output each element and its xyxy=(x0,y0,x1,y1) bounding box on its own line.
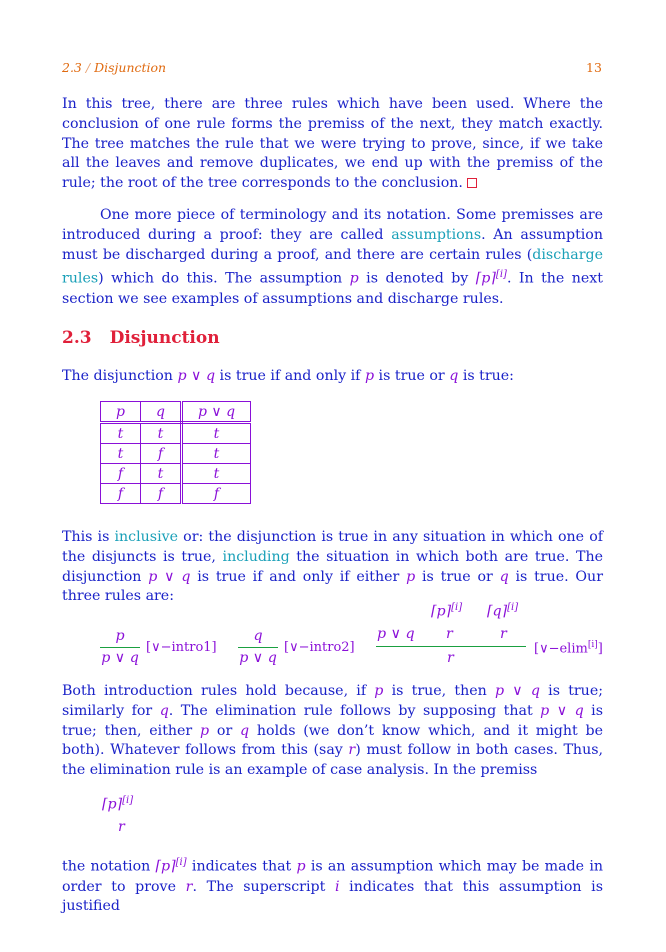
math-superscript: [i] xyxy=(175,857,187,868)
page-number: 13 xyxy=(586,60,602,75)
math-expr: p ∨ q xyxy=(177,368,216,384)
text-run: is an assumption which may be made in order to prove xyxy=(62,858,603,895)
header-section: 2.3 xyxy=(62,60,82,75)
math-q: q xyxy=(159,702,169,719)
text-run: or: the disjunction is true in any situation in which one of the disjuncts is true, xyxy=(62,529,603,565)
text-run: is denoted by xyxy=(358,271,476,288)
header-cell: p ∨ q xyxy=(182,402,251,423)
text-run: . The elimination rule follows by supposing that xyxy=(168,702,541,719)
math-i: i xyxy=(334,878,340,895)
assumption-p xyxy=(431,602,462,620)
assumption-q xyxy=(487,602,518,620)
text-run: One more piece of terminology and its notation. Some premisses are introduced during a proof: they are called xyxy=(62,207,603,243)
text-run: or xyxy=(209,722,241,739)
paragraph-rule-explanation xyxy=(62,682,603,781)
math-expr: p ∨ q xyxy=(540,702,584,719)
text-run: is true. Our three rules are: xyxy=(62,568,603,605)
assumption-superscript: [i] xyxy=(507,602,519,613)
rule-premise: r xyxy=(446,626,453,642)
math-r: r xyxy=(348,742,356,759)
rule-premise: p xyxy=(115,628,125,644)
paragraph-tree-rules xyxy=(62,95,603,194)
table-cell: t xyxy=(182,464,251,484)
table-cell: f xyxy=(141,484,182,504)
truth-table-header-row xyxy=(101,402,251,423)
premiss-assumption xyxy=(102,795,133,813)
assumption-text: ⌈p⌉ xyxy=(431,603,452,620)
math-expr: p ∨ q xyxy=(148,568,191,585)
math-bracket-p: ⌈p⌉ xyxy=(155,858,176,875)
header-title: Disjunction xyxy=(94,60,167,75)
term-inclusive: inclusive xyxy=(114,529,179,545)
inference-line xyxy=(238,647,278,648)
text-run: This is xyxy=(62,529,115,545)
rule-conclusion: p ∨ q xyxy=(239,650,277,666)
table-row xyxy=(101,444,251,464)
math-p: p xyxy=(406,568,416,585)
paragraph-inclusive-or xyxy=(62,528,603,607)
table-row xyxy=(101,484,251,504)
table-cell: t xyxy=(182,444,251,464)
text-run: is true if and only if either xyxy=(190,568,407,585)
qed-box-icon xyxy=(467,178,477,188)
paragraph-notation xyxy=(62,853,603,917)
table-cell: f xyxy=(182,484,251,504)
table-cell: t xyxy=(182,423,251,444)
table-row xyxy=(101,464,251,484)
assumption-superscript: [i] xyxy=(451,602,463,613)
label-text: [∨−elim xyxy=(534,641,588,657)
math-p: p xyxy=(200,722,210,739)
rule-premise: r xyxy=(500,626,507,642)
math-q: q xyxy=(449,368,459,384)
assumption-superscript: [i] xyxy=(122,795,134,806)
section-heading xyxy=(62,328,220,348)
paragraph-terminology xyxy=(62,206,603,310)
text-run: ) must follow in both cases. Thus, the elimination rule is an example of case analysis. In the premiss xyxy=(62,742,603,779)
text-run: holds (we don’t know which, and it might be both). Whatever follows from this (say xyxy=(62,722,603,759)
text-run: is true: xyxy=(458,368,514,384)
math-bracket-p: ⌈p⌉ xyxy=(475,271,496,288)
truth-table xyxy=(100,401,251,504)
table-row xyxy=(101,423,251,444)
math-p: p xyxy=(364,368,375,384)
table-cell: t xyxy=(141,423,182,444)
table-cell: t xyxy=(101,423,141,444)
paragraph-text: In this tree, there are three rules which have been used. Where the conclusion of one rule forms the premiss of the next, they match exactly. The tree matches the rule that we were trying to prove, since, if we take all the leaves and remove duplicates, we end up with the premiss of the rule; the root of the tree corresponds to the conclusion. xyxy=(62,96,603,192)
text-run: is true; similarly for xyxy=(62,683,603,719)
rule-premise: p ∨ q xyxy=(377,626,415,642)
text-run: Both introduction rules hold because, if xyxy=(62,683,375,699)
table-cell: f xyxy=(101,464,141,484)
text-run: is true if and only if xyxy=(215,368,365,384)
section-title: Disjunction xyxy=(109,328,220,348)
text-run: . An assumption must be discharged during a proof, and there are certain rules ( xyxy=(62,226,603,263)
text-run: . In the next section we see examples of assumptions and discharge rules. xyxy=(62,271,603,307)
running-header xyxy=(62,60,166,75)
premiss-below: r xyxy=(118,819,125,835)
rule-premise: q xyxy=(253,628,263,644)
term-including: including xyxy=(222,548,290,565)
math-p: p xyxy=(349,271,359,288)
text-run: indicates that xyxy=(186,858,297,875)
rule-label xyxy=(534,640,603,656)
rule-conclusion: p ∨ q xyxy=(101,650,139,666)
table-cell: t xyxy=(141,464,182,484)
inference-line xyxy=(100,647,140,648)
rule-label: [∨−intro2] xyxy=(284,640,355,655)
text-run: indicates that this assumption is justified xyxy=(62,878,603,915)
math-q: q xyxy=(499,568,509,585)
text-run: is true or xyxy=(374,368,450,384)
table-cell: t xyxy=(101,444,141,464)
text-run: is true; then, either xyxy=(62,702,603,739)
text-run: ) which do this. The assumption xyxy=(98,271,350,288)
term-assumptions: assumptions xyxy=(391,226,482,243)
assumption-text: ⌈q⌉ xyxy=(487,603,508,620)
table-cell: f xyxy=(101,484,141,504)
label-text: ] xyxy=(597,641,603,657)
section-number: 2.3 xyxy=(62,328,92,348)
math-r: r xyxy=(185,878,193,895)
rule-label: [∨−intro1] xyxy=(146,640,217,655)
header-cell: p xyxy=(101,402,141,423)
math-q: q xyxy=(240,722,250,739)
math-expr: p ∨ q xyxy=(494,683,540,699)
text-run: is true or xyxy=(415,568,500,585)
term-discharge-rules: discharge rules xyxy=(62,246,603,288)
math-p: p xyxy=(374,683,384,699)
inference-line xyxy=(376,646,526,647)
text-run: is true, then xyxy=(383,683,495,699)
table-cell: f xyxy=(141,444,182,464)
header-cell: q xyxy=(141,402,182,423)
assumption-text: ⌈p⌉ xyxy=(102,796,123,813)
rule-conclusion: r xyxy=(447,650,454,666)
text-run: the situation in which both are true. The disjunction xyxy=(62,548,604,585)
header-separator: / xyxy=(85,60,91,75)
text-run: the notation xyxy=(62,858,156,875)
label-superscript: [i] xyxy=(587,640,598,650)
text-run: . The superscript xyxy=(192,878,335,895)
math-p: p xyxy=(296,858,306,875)
math-superscript: [i] xyxy=(495,269,507,281)
paragraph-disjunction-intro xyxy=(62,367,603,387)
text-run: The disjunction xyxy=(62,368,178,384)
